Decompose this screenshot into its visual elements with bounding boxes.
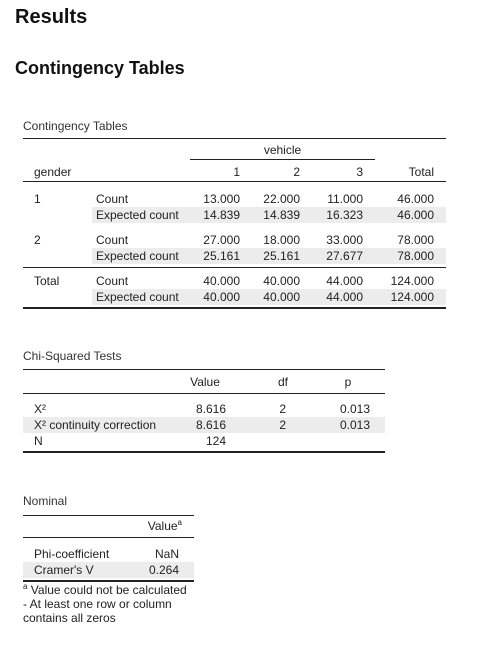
- count-cell: 18.000: [263, 233, 300, 247]
- column-header: 3: [356, 165, 363, 179]
- expected-cell: 14.839: [203, 208, 240, 222]
- df-cell: 2: [279, 402, 286, 416]
- footnote: [23, 583, 187, 625]
- expected-cell: 40.000: [203, 290, 240, 304]
- count-cell: 27.000: [203, 233, 240, 247]
- chi-squared-caption: Chi-Squared Tests: [23, 349, 122, 363]
- value-cell: 8.616: [195, 402, 226, 416]
- column-group-header: vehicle: [263, 143, 302, 157]
- count-cell: 46.000: [397, 192, 434, 206]
- section-heading: Contingency Tables: [15, 58, 185, 78]
- footnote-line: contains all zeros: [23, 611, 116, 625]
- count-cell: 13.000: [203, 192, 240, 206]
- expected-label: Expected count: [96, 290, 179, 304]
- count-cell: 22.000: [263, 192, 300, 206]
- expected-cell: 25.161: [263, 249, 300, 263]
- rule: [190, 159, 375, 160]
- row-label: Cramer's V: [34, 563, 94, 577]
- count-cell: 33.000: [326, 233, 363, 247]
- expected-cell: 25.161: [203, 249, 240, 263]
- count-cell: 44.000: [326, 274, 363, 288]
- count-cell: 40.000: [203, 274, 240, 288]
- rule: [23, 267, 446, 268]
- value-cell: 8.616: [195, 418, 226, 432]
- footnote-marker: a: [177, 518, 182, 527]
- footnote-line: [23, 583, 187, 597]
- count-cell: 124.000: [390, 274, 434, 288]
- expected-cell: 27.677: [326, 249, 363, 263]
- row-group-label: 2: [34, 233, 41, 247]
- expected-cell: 14.839: [263, 208, 300, 222]
- count-label: Count: [96, 192, 129, 206]
- expected-cell: 46.000: [397, 208, 434, 222]
- count-cell: 78.000: [397, 233, 434, 247]
- rule: [23, 369, 385, 370]
- rule: [23, 307, 446, 309]
- rule: [23, 537, 194, 538]
- column-header: [130, 518, 182, 534]
- count-cell: 40.000: [263, 274, 300, 288]
- expected-cell: 78.000: [397, 249, 434, 263]
- footnote-text: Value could not be calculated: [30, 583, 187, 597]
- row-group-label: Total: [34, 274, 60, 288]
- count-label: Count: [96, 274, 129, 288]
- expected-cell: 44.000: [326, 290, 363, 304]
- column-header: Value: [190, 375, 220, 389]
- column-header: 1: [233, 165, 240, 179]
- expected-label: Expected count: [96, 208, 179, 222]
- column-header: p: [344, 375, 352, 389]
- nominal-caption: Nominal: [23, 494, 68, 508]
- row-label: X² continuity correction: [34, 418, 157, 432]
- row-label: N: [34, 434, 43, 448]
- value-cell: 0.264: [148, 563, 179, 577]
- header-label: Value: [147, 519, 178, 533]
- expected-cell: 16.323: [326, 208, 363, 222]
- rule: [23, 515, 194, 516]
- rule: [23, 181, 446, 182]
- count-label: Count: [96, 233, 129, 247]
- row-label: Phi-coefficient: [34, 547, 110, 561]
- p-cell: 0.013: [339, 402, 370, 416]
- expected-cell: 40.000: [263, 290, 300, 304]
- rule: [23, 393, 385, 394]
- column-header: Total: [408, 165, 434, 179]
- expected-label: Expected count: [96, 249, 179, 263]
- expected-cell: 124.000: [390, 290, 434, 304]
- footnote-line: - At least one row or column: [23, 597, 172, 611]
- column-header: 2: [293, 165, 300, 179]
- value-cell: NaN: [154, 547, 179, 561]
- p-cell: 0.013: [339, 418, 370, 432]
- column-header: df: [277, 375, 288, 389]
- rule: [23, 451, 385, 453]
- results-heading: Results: [15, 6, 88, 28]
- row-group-label: 1: [34, 192, 41, 206]
- contingency-caption: Contingency Tables: [23, 119, 128, 133]
- value-cell: 124: [205, 434, 226, 448]
- count-cell: 11.000: [327, 192, 363, 206]
- rule: [23, 138, 446, 139]
- df-cell: 2: [279, 418, 286, 432]
- footnote-marker: a: [23, 582, 28, 591]
- row-variable-header: gender: [34, 165, 72, 179]
- rule: [23, 580, 194, 582]
- row-label: X²: [34, 402, 46, 416]
